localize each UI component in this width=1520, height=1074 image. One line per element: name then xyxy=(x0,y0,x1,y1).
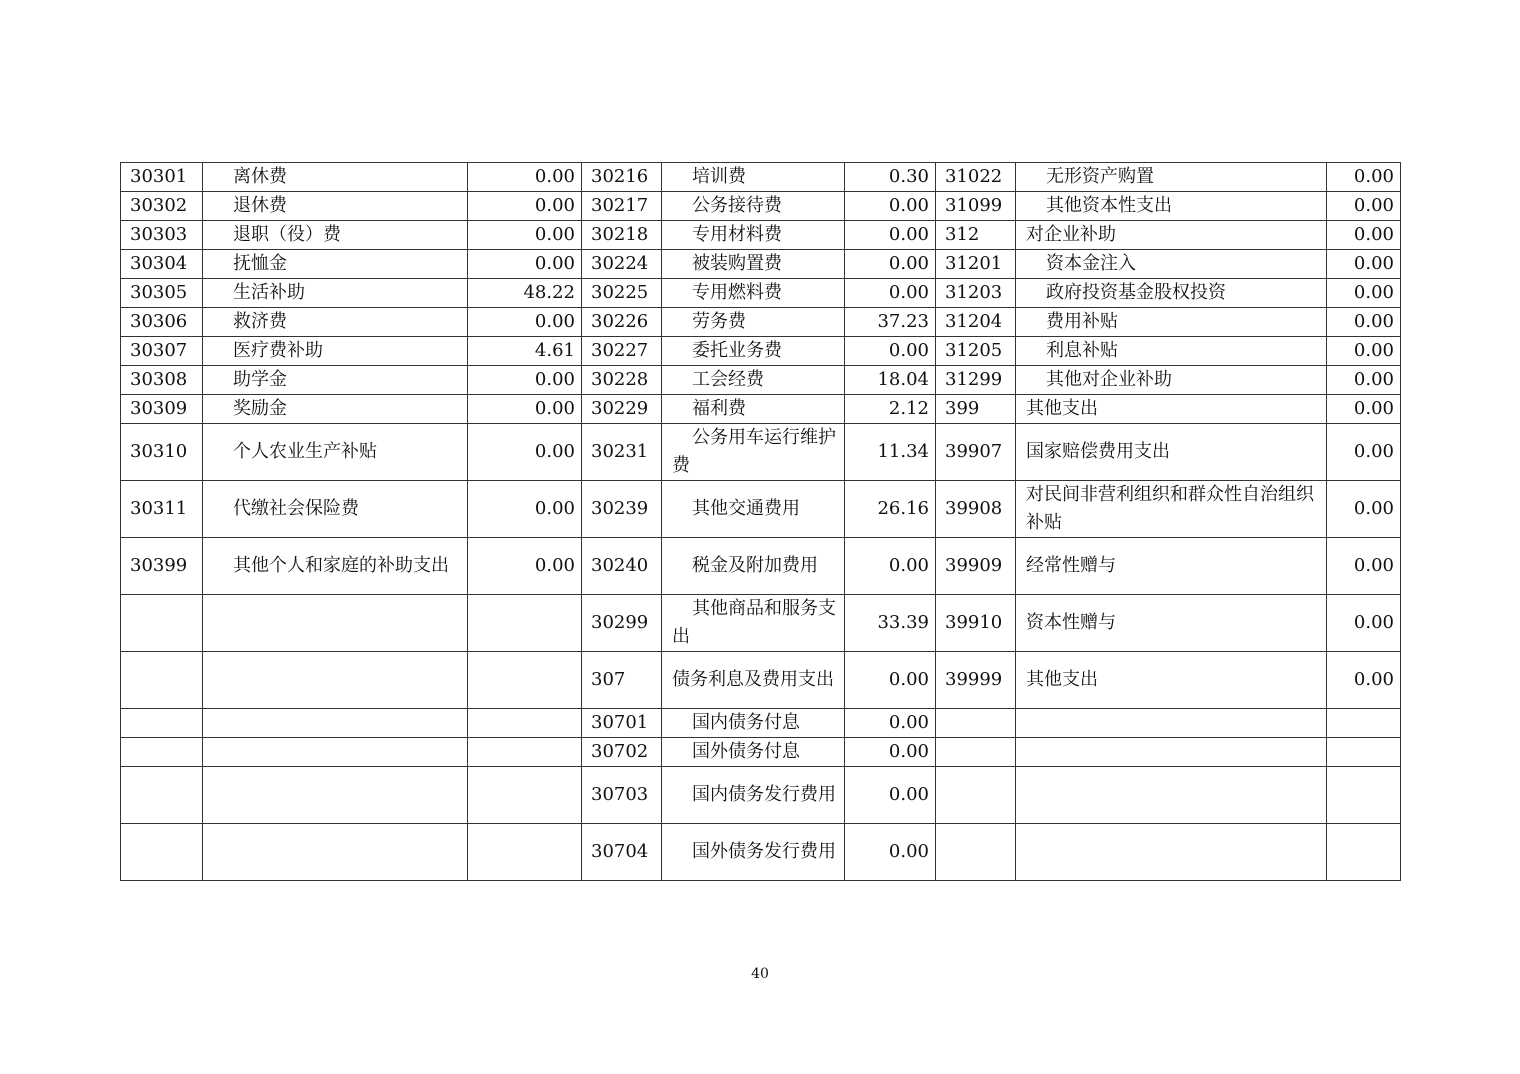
code-cell: 30308 xyxy=(121,366,203,395)
amount-cell xyxy=(468,652,582,709)
item-name-cell: 对民间非营利组织和群众性自治组织补贴 xyxy=(1016,481,1327,538)
table-row xyxy=(121,424,1401,481)
amount-cell xyxy=(1327,767,1401,824)
amount-cell: 0.00 xyxy=(845,221,936,250)
code-cell: 39910 xyxy=(936,595,1016,652)
code-cell: 30704 xyxy=(582,824,662,881)
amount-cell: 0.00 xyxy=(845,824,936,881)
item-name-cell: 专用燃料费 xyxy=(662,279,845,308)
page-number: 40 xyxy=(751,966,769,982)
amount-cell: 26.16 xyxy=(845,481,936,538)
item-name-cell: 税金及附加费用 xyxy=(662,538,845,595)
code-cell: 30305 xyxy=(121,279,203,308)
code-cell: 30306 xyxy=(121,308,203,337)
item-name-cell: 培训费 xyxy=(662,163,845,192)
code-cell xyxy=(936,824,1016,881)
code-cell: 30299 xyxy=(582,595,662,652)
item-name-cell: 奖励金 xyxy=(203,395,468,424)
amount-cell: 0.00 xyxy=(1327,221,1401,250)
code-cell: 30307 xyxy=(121,337,203,366)
code-cell: 30217 xyxy=(582,192,662,221)
item-name-cell: 其他资本性支出 xyxy=(1016,192,1327,221)
code-cell: 30304 xyxy=(121,250,203,279)
table-row xyxy=(121,308,1401,337)
amount-cell: 0.00 xyxy=(845,538,936,595)
code-cell: 39908 xyxy=(936,481,1016,538)
item-name-cell xyxy=(203,738,468,767)
amount-cell: 0.00 xyxy=(468,308,582,337)
amount-cell: 0.00 xyxy=(845,652,936,709)
table-row xyxy=(121,163,1401,192)
amount-cell: 0.00 xyxy=(468,395,582,424)
item-name-cell: 离休费 xyxy=(203,163,468,192)
item-name-cell: 利息补贴 xyxy=(1016,337,1327,366)
item-name-cell: 国外债务发行费用 xyxy=(662,824,845,881)
code-cell: 30224 xyxy=(582,250,662,279)
item-name-cell: 其他支出 xyxy=(1016,652,1327,709)
amount-cell: 48.22 xyxy=(468,279,582,308)
amount-cell: 0.00 xyxy=(1327,250,1401,279)
amount-cell xyxy=(468,738,582,767)
code-cell: 31201 xyxy=(936,250,1016,279)
item-name-cell xyxy=(1016,767,1327,824)
code-cell: 30701 xyxy=(582,709,662,738)
table-row xyxy=(121,481,1401,538)
code-cell: 307 xyxy=(582,652,662,709)
amount-cell: 0.00 xyxy=(1327,481,1401,538)
item-name-cell: 经常性赠与 xyxy=(1016,538,1327,595)
item-name-cell: 公务接待费 xyxy=(662,192,845,221)
table-row xyxy=(121,337,1401,366)
amount-cell: 0.00 xyxy=(468,538,582,595)
item-name-cell: 费用补贴 xyxy=(1016,308,1327,337)
amount-cell: 0.00 xyxy=(468,424,582,481)
amount-cell xyxy=(1327,824,1401,881)
code-cell: 30311 xyxy=(121,481,203,538)
item-name-cell: 救济费 xyxy=(203,308,468,337)
amount-cell: 0.00 xyxy=(845,738,936,767)
amount-cell: 0.00 xyxy=(1327,652,1401,709)
code-cell xyxy=(121,709,203,738)
code-cell xyxy=(121,652,203,709)
amount-cell: 0.00 xyxy=(1327,424,1401,481)
item-name-cell: 被装购置费 xyxy=(662,250,845,279)
amount-cell: 33.39 xyxy=(845,595,936,652)
amount-cell xyxy=(468,595,582,652)
amount-cell: 0.00 xyxy=(845,250,936,279)
amount-cell: 37.23 xyxy=(845,308,936,337)
code-cell: 30703 xyxy=(582,767,662,824)
code-cell: 30301 xyxy=(121,163,203,192)
amount-cell: 0.00 xyxy=(845,337,936,366)
item-name-cell: 资本金注入 xyxy=(1016,250,1327,279)
item-name-cell: 退休费 xyxy=(203,192,468,221)
code-cell: 31099 xyxy=(936,192,1016,221)
amount-cell: 0.00 xyxy=(1327,538,1401,595)
table-row xyxy=(121,824,1401,881)
item-name-cell: 其他交通费用 xyxy=(662,481,845,538)
code-cell: 30399 xyxy=(121,538,203,595)
table-row xyxy=(121,221,1401,250)
item-name-cell xyxy=(203,824,468,881)
amount-cell: 2.12 xyxy=(845,395,936,424)
amount-cell xyxy=(468,767,582,824)
amount-cell: 18.04 xyxy=(845,366,936,395)
item-name-cell: 工会经费 xyxy=(662,366,845,395)
code-cell: 30239 xyxy=(582,481,662,538)
code-cell: 30216 xyxy=(582,163,662,192)
amount-cell: 0.00 xyxy=(845,279,936,308)
item-name-cell xyxy=(1016,738,1327,767)
item-name-cell: 医疗费补助 xyxy=(203,337,468,366)
code-cell: 39907 xyxy=(936,424,1016,481)
code-cell: 30218 xyxy=(582,221,662,250)
code-cell: 31299 xyxy=(936,366,1016,395)
item-name-cell xyxy=(203,652,468,709)
item-name-cell: 代缴社会保险费 xyxy=(203,481,468,538)
amount-cell: 11.34 xyxy=(845,424,936,481)
code-cell: 30310 xyxy=(121,424,203,481)
item-name-cell xyxy=(1016,824,1327,881)
amount-cell: 0.00 xyxy=(1327,595,1401,652)
code-cell: 30240 xyxy=(582,538,662,595)
code-cell: 31022 xyxy=(936,163,1016,192)
code-cell: 31203 xyxy=(936,279,1016,308)
item-name-cell: 债务利息及费用支出 xyxy=(662,652,845,709)
amount-cell: 0.00 xyxy=(1327,395,1401,424)
table-row xyxy=(121,279,1401,308)
item-name-cell: 个人农业生产补贴 xyxy=(203,424,468,481)
item-name-cell: 福利费 xyxy=(662,395,845,424)
item-name-cell: 退职（役）费 xyxy=(203,221,468,250)
amount-cell: 0.00 xyxy=(1327,366,1401,395)
item-name-cell: 政府投资基金股权投资 xyxy=(1016,279,1327,308)
code-cell: 30303 xyxy=(121,221,203,250)
amount-cell: 0.00 xyxy=(1327,279,1401,308)
code-cell: 30228 xyxy=(582,366,662,395)
table-row xyxy=(121,538,1401,595)
amount-cell xyxy=(468,709,582,738)
code-cell: 30702 xyxy=(582,738,662,767)
item-name-cell: 专用材料费 xyxy=(662,221,845,250)
item-name-cell xyxy=(1016,709,1327,738)
table-row xyxy=(121,595,1401,652)
code-cell: 399 xyxy=(936,395,1016,424)
code-cell xyxy=(121,824,203,881)
table-row xyxy=(121,395,1401,424)
amount-cell: 0.00 xyxy=(468,366,582,395)
item-name-cell: 生活补助 xyxy=(203,279,468,308)
item-name-cell: 其他对企业补助 xyxy=(1016,366,1327,395)
item-name-cell: 无形资产购置 xyxy=(1016,163,1327,192)
amount-cell: 0.00 xyxy=(468,250,582,279)
code-cell: 30309 xyxy=(121,395,203,424)
code-cell xyxy=(936,738,1016,767)
code-cell: 30229 xyxy=(582,395,662,424)
item-name-cell: 国内债务付息 xyxy=(662,709,845,738)
amount-cell: 0.00 xyxy=(1327,163,1401,192)
code-cell: 39999 xyxy=(936,652,1016,709)
table-row xyxy=(121,709,1401,738)
amount-cell xyxy=(468,824,582,881)
amount-cell: 0.00 xyxy=(1327,337,1401,366)
code-cell: 30231 xyxy=(582,424,662,481)
code-cell xyxy=(121,595,203,652)
amount-cell: 0.00 xyxy=(845,192,936,221)
code-cell: 30226 xyxy=(582,308,662,337)
amount-cell: 0.00 xyxy=(468,163,582,192)
table-row xyxy=(121,250,1401,279)
item-name-cell: 公务用车运行维护费 xyxy=(662,424,845,481)
amount-cell: 0.00 xyxy=(1327,192,1401,221)
item-name-cell xyxy=(203,709,468,738)
table-row xyxy=(121,767,1401,824)
item-name-cell: 助学金 xyxy=(203,366,468,395)
code-cell xyxy=(121,738,203,767)
amount-cell xyxy=(1327,709,1401,738)
item-name-cell: 国内债务发行费用 xyxy=(662,767,845,824)
code-cell: 30227 xyxy=(582,337,662,366)
code-cell: 30225 xyxy=(582,279,662,308)
item-name-cell: 其他支出 xyxy=(1016,395,1327,424)
item-name-cell: 劳务费 xyxy=(662,308,845,337)
amount-cell: 0.00 xyxy=(845,767,936,824)
code-cell xyxy=(936,767,1016,824)
code-cell: 312 xyxy=(936,221,1016,250)
code-cell: 31205 xyxy=(936,337,1016,366)
code-cell xyxy=(121,767,203,824)
amount-cell: 0.00 xyxy=(468,481,582,538)
amount-cell: 0.00 xyxy=(468,221,582,250)
code-cell: 30302 xyxy=(121,192,203,221)
amount-cell xyxy=(1327,738,1401,767)
amount-cell: 0.00 xyxy=(468,192,582,221)
code-cell xyxy=(936,709,1016,738)
table-row xyxy=(121,652,1401,709)
item-name-cell: 委托业务费 xyxy=(662,337,845,366)
item-name-cell: 对企业补助 xyxy=(1016,221,1327,250)
item-name-cell: 国外债务付息 xyxy=(662,738,845,767)
amount-cell: 0.30 xyxy=(845,163,936,192)
item-name-cell: 其他商品和服务支出 xyxy=(662,595,845,652)
item-name-cell xyxy=(203,767,468,824)
table-row xyxy=(121,192,1401,221)
table-row xyxy=(121,366,1401,395)
amount-cell: 0.00 xyxy=(845,709,936,738)
amount-cell: 4.61 xyxy=(468,337,582,366)
code-cell: 31204 xyxy=(936,308,1016,337)
amount-cell: 0.00 xyxy=(1327,308,1401,337)
item-name-cell: 抚恤金 xyxy=(203,250,468,279)
item-name-cell xyxy=(203,595,468,652)
budget-expenditure-table xyxy=(120,162,1401,881)
item-name-cell: 资本性赠与 xyxy=(1016,595,1327,652)
item-name-cell: 国家赔偿费用支出 xyxy=(1016,424,1327,481)
code-cell: 39909 xyxy=(936,538,1016,595)
item-name-cell: 其他个人和家庭的补助支出 xyxy=(203,538,468,595)
table-row xyxy=(121,738,1401,767)
